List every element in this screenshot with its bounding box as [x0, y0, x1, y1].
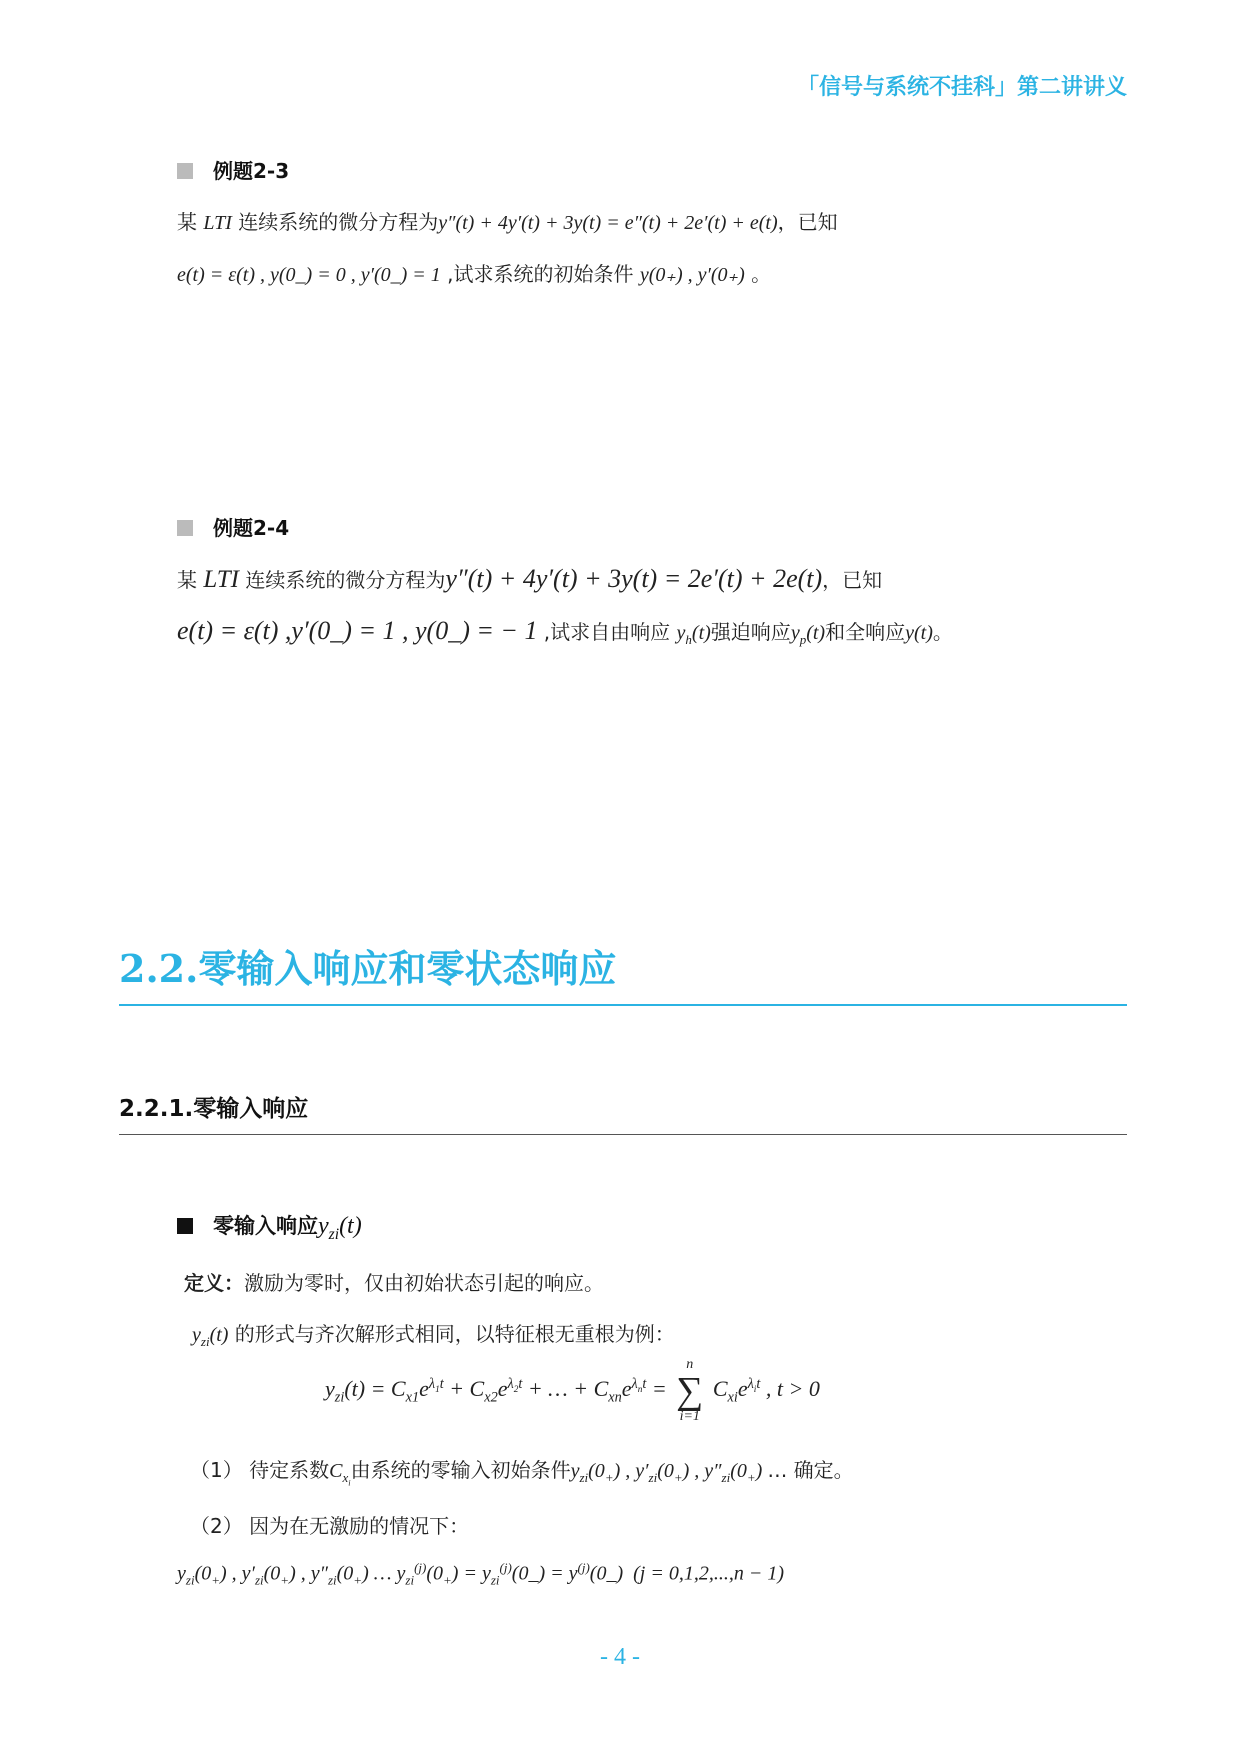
math: (t) [339, 1213, 362, 1239]
math: zi [200, 1334, 210, 1349]
form-line [192, 1318, 675, 1350]
square-bullet-icon [177, 163, 193, 179]
subsection-heading: 2.2.1.零输入响应 [119, 1096, 309, 1122]
sum-lower-limit: i=1 [679, 1409, 700, 1424]
page-number: - 4 - [600, 1644, 640, 1670]
text: 因为在无激励的情况下： [249, 1514, 470, 1538]
example-2-3-heading [177, 155, 289, 184]
text: 的形式与齐次解形式相同，以特征根无重根为例： [228, 1322, 675, 1346]
math: y [790, 622, 800, 644]
text: 。 [744, 262, 772, 286]
example-label: 例题2-4 [213, 516, 290, 540]
math: zi [334, 1389, 345, 1406]
math: (t) [691, 622, 711, 644]
text: 零输入响应 [213, 1214, 318, 1238]
item-number: （1） [190, 1458, 243, 1482]
text: 。 [932, 620, 953, 644]
math: y [192, 1324, 201, 1346]
text: ,试求自由响应 [537, 620, 677, 644]
item-number: （2） [190, 1514, 243, 1538]
definition-label: 定义： [184, 1271, 244, 1295]
section-divider [119, 1004, 1127, 1006]
text: 待定系数 [249, 1458, 330, 1482]
example-2-3-line2 [177, 258, 771, 287]
text: 强迫响应 [710, 620, 791, 644]
square-bullet-icon [177, 520, 193, 536]
text: 连续系统的微分方程为 [238, 210, 439, 234]
math: y [318, 1213, 329, 1239]
math: (t) [806, 622, 826, 644]
equation: e(t) = ε(t) , y(0_) = 0 , y′(0_) = 1 [177, 264, 441, 286]
item-1: （1） 待定系数$C_{x_i}$由系统的零输入初始条件$y_{zi}(0_+)$ , $y'_{zi}(0_+)$ , $y''_{zi}(0_+)$ … 确定。 [190, 1458, 854, 1488]
math: y [676, 622, 686, 644]
text: 由系统的零输入初始条件 [350, 1458, 571, 1482]
math: (j = 0,1,2,...,n − 1) [633, 1562, 784, 1585]
text: 连续系统的微分方程为 [245, 568, 446, 592]
zero-input-heading [177, 1210, 362, 1244]
example-2-4-line2 [177, 616, 953, 648]
section-heading: 2.2.零输入响应和零状态响应 [119, 946, 617, 991]
page-header-title: 「信号与系统不挂科」第二讲讲义 [796, 74, 1127, 100]
math: y(t) [905, 622, 933, 644]
text: 和全响应 [825, 620, 906, 644]
math: p [799, 632, 807, 647]
general-formula: $y_{zi}(t) = C_{x1}e^{\lambda_1t} + C_{x2}e^{\lambda_2t}$ + … + $C_{xn}e^{\lambda_nt}$ = n ∑ i=1 $C_{xi}e^{\lambda_it}$ , t > 0 [325, 1357, 820, 1424]
example-2-3-line1 [177, 206, 838, 235]
math: LTI [203, 566, 239, 593]
example-label: 例题2-3 [213, 159, 290, 183]
equation: y″(t) + 4y′(t) + 3y(t) = 2e′(t) + 2e(t) [445, 564, 823, 593]
math: zi [328, 1225, 340, 1243]
text: 某 [177, 568, 197, 592]
example-2-4-heading [177, 512, 289, 541]
text: 激励为零时，仅由初始状态引起的响应。 [244, 1271, 604, 1295]
math: (t) [209, 1324, 229, 1346]
definition [184, 1267, 604, 1296]
summation-symbol: n ∑ i=1 [676, 1357, 704, 1424]
equation: y″(t) + 4y′(t) + 3y(t) = e″(t) + 2e′(t) + e(t) [438, 212, 778, 234]
sum-upper-limit: n [686, 1357, 694, 1372]
square-bullet-icon [177, 1218, 193, 1234]
text: ，已知 [777, 210, 838, 234]
equation: y(0₊) , y′(0₊) [639, 264, 745, 286]
math: , t > 0 [760, 1376, 820, 1402]
text: 某 [177, 210, 197, 234]
initial-condition-equation: $y_{zi}(0_+)$ , $y'_{zi}(0_+)$ , $y''_{zi}(0_+)$ … $y_{zi}^{(j)}(0_+)$ = $y_{zi}^{(j)}(0\_)$ = $y^{(j)}(0\_) (j = 0,1,2,...,n - 1)$ [177, 1560, 784, 1588]
item-2 [190, 1510, 469, 1539]
text: … 确定。 [767, 1458, 854, 1482]
subsection-divider [119, 1134, 1127, 1135]
math: y [325, 1376, 335, 1402]
math: LTI [203, 212, 232, 234]
text: ,试求系统的初始条件 [440, 262, 640, 286]
example-2-4-line1 [177, 564, 882, 594]
equation: e(t) = ε(t) ,y′(0_) = 1 , y(0_) = − 1 [177, 616, 538, 645]
text: ，已知 [822, 568, 883, 592]
math: h [685, 632, 692, 647]
